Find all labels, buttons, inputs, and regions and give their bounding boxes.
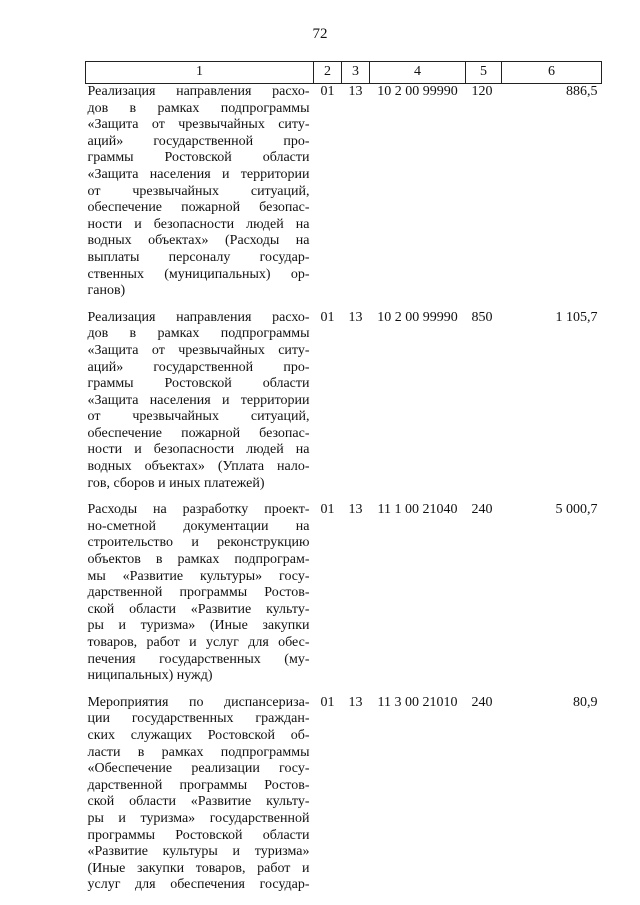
row-description <box>86 695 314 894</box>
description-line: но-сметной документации на <box>87 518 310 534</box>
header-col-4: 4 <box>370 62 466 84</box>
description-line: ласти в рамках подпрограммы <box>87 744 310 760</box>
description-line: граммы Ростовской области <box>87 150 310 166</box>
row-pr: 13 <box>348 502 363 518</box>
header-col-1: 1 <box>86 62 314 84</box>
description-line: «Защита населения и территории <box>87 166 310 182</box>
description-line: ственных (муниципальных) ор- <box>87 266 310 282</box>
description-line: «Защита от чрезвычайных ситу- <box>87 117 310 133</box>
row-rz: 01 <box>320 84 335 99</box>
description-line: граммы Ростовской области <box>87 376 310 392</box>
header-col-6: 6 <box>502 62 602 84</box>
budget-table <box>85 61 602 894</box>
description-line: Реализация направления расхо- <box>87 84 310 99</box>
header-row <box>86 62 602 84</box>
description-line: строительство и реконструкцию <box>87 535 310 551</box>
description-line: (Иные закупки товаров, работ и <box>87 860 310 876</box>
row-csr: 10 2 00 99990 <box>377 84 458 99</box>
table-body <box>86 84 602 894</box>
description-line: водных объектах» (Уплата нало- <box>87 459 310 475</box>
row-rz: 01 <box>320 694 335 710</box>
description-line: объектов в рамках подпрограм- <box>87 552 310 568</box>
row-vr: 120 <box>471 84 493 99</box>
description-line: ции государственных граждан- <box>87 711 310 727</box>
description-line: выплаты персоналу государ- <box>87 249 310 265</box>
row-pr: 13 <box>348 84 363 99</box>
description-line: дарственной программы Ростов- <box>87 777 310 793</box>
row-csr: 11 3 00 21010 <box>377 694 458 710</box>
description-line: ности и безопасности людей на <box>87 216 310 232</box>
row-vr: 240 <box>471 502 493 518</box>
description-line: ры и туризма» государственной <box>87 810 310 826</box>
table-header <box>86 62 602 84</box>
row-description <box>86 84 314 300</box>
description-line: ской области «Развитие культу- <box>87 601 310 617</box>
description-line: программы Ростовской области <box>87 827 310 843</box>
description-line: Реализация направления расхо- <box>87 309 310 325</box>
description-line: печения государственных (му- <box>87 651 310 667</box>
description-line: аций» государственной про- <box>87 359 310 375</box>
description-line: ниципальных) нужд) <box>87 668 213 684</box>
row-amount: 80,9 <box>573 694 598 710</box>
row-amount: 5 000,7 <box>555 502 598 518</box>
header-col-3: 3 <box>342 62 370 84</box>
description-line: водных объектах» (Расходы на <box>87 233 310 249</box>
description-line: мы «Развитие культуры» госу- <box>87 568 310 584</box>
row-pr: 13 <box>348 309 363 325</box>
row-vr: 850 <box>471 309 493 325</box>
table-row <box>86 84 602 300</box>
row-description <box>86 502 314 685</box>
description-line: дарственной программы Ростов- <box>87 585 310 601</box>
description-line: товаров, работ и услуг для обес- <box>87 635 310 650</box>
row-vr: 240 <box>471 694 493 710</box>
description-line: ности и безопасности людей на <box>87 442 310 458</box>
description-line: «Развитие культуры и туризма» <box>87 844 310 860</box>
table-row <box>86 502 602 685</box>
row-pr: 13 <box>348 694 363 710</box>
table-row <box>86 695 602 894</box>
description-line: гов, сборов и иных платежей) <box>87 475 265 491</box>
description-line: «Обеспечение реализации госу- <box>87 761 310 777</box>
description-line: от чрезвычайных ситуаций, <box>87 183 310 199</box>
description-line: Мероприятия по диспансериза- <box>87 694 310 710</box>
row-csr: 11 1 00 21040 <box>377 502 458 518</box>
description-line: услуг для обеспечения государ- <box>87 877 310 893</box>
row-amount: 886,5 <box>566 84 598 99</box>
description-line: ганов) <box>87 283 126 299</box>
row-rz: 01 <box>320 502 335 518</box>
row-csr: 10 2 00 99990 <box>377 309 458 325</box>
table-row <box>86 310 602 493</box>
description-line: дов в рамках подпрограммы <box>87 326 310 342</box>
description-line: ских служащих Ростовской об- <box>87 727 310 743</box>
description-line: от чрезвычайных ситуаций, <box>87 409 310 425</box>
page-number: 72 <box>312 26 328 42</box>
description-line: «Защита населения и территории <box>87 392 310 408</box>
description-line: ры и туризма» (Иные закупки <box>87 618 310 634</box>
description-line: Расходы на разработку проект- <box>87 502 310 518</box>
row-amount: 1 105,7 <box>555 309 598 325</box>
header-col-2: 2 <box>314 62 342 84</box>
description-line: аций» государственной про- <box>87 133 310 149</box>
description-line: ской области «Развитие культу- <box>87 794 310 810</box>
description-line: обеспечение пожарной безопас- <box>87 425 310 441</box>
row-description <box>86 310 314 493</box>
description-line: «Защита от чрезвычайных ситу- <box>87 342 310 358</box>
description-line: обеспечение пожарной безопас- <box>87 200 310 216</box>
header-col-5: 5 <box>466 62 502 84</box>
description-line: дов в рамках подпрограммы <box>87 100 310 116</box>
row-rz: 01 <box>320 309 335 325</box>
